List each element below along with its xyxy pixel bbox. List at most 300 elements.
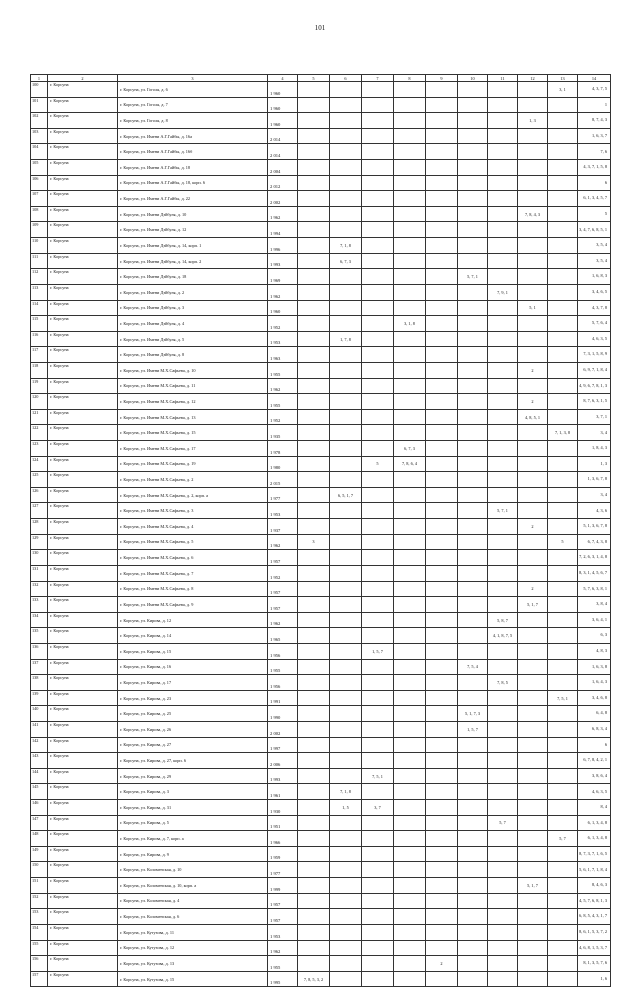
address: г. Корсуна, ул. Имени М.Х.Сафьева, д. 11 — [118, 378, 268, 394]
locality: г. Корсуна — [48, 971, 118, 987]
table-row — [31, 347, 611, 363]
cell-11 — [488, 113, 518, 129]
cell-14: 1, 6, 3, 7 — [578, 128, 611, 144]
locality: г. Корсуна — [48, 550, 118, 566]
cell-8 — [394, 909, 426, 925]
cell-10: 7, 5, 4 — [458, 659, 488, 675]
cell-6 — [330, 721, 362, 737]
cell-9 — [426, 394, 458, 410]
cell-5 — [298, 128, 330, 144]
cell-14: 6, 7, 4, 3, 8 — [578, 534, 611, 550]
cell-8 — [394, 878, 426, 894]
cell-9 — [426, 331, 458, 347]
row-number: 109 — [31, 222, 48, 238]
cell-11 — [488, 160, 518, 176]
table-row — [31, 753, 611, 769]
cell-11 — [488, 378, 518, 394]
cell-10: 1, 5, 7 — [458, 721, 488, 737]
cell-9 — [426, 519, 458, 535]
table-row — [31, 815, 611, 831]
table-row — [31, 831, 611, 847]
year-built: 1 957 — [268, 893, 298, 909]
cell-9 — [426, 456, 458, 472]
cell-14: 3, 8, 4 — [578, 597, 611, 613]
cell-13 — [548, 160, 578, 176]
row-number: 130 — [31, 550, 48, 566]
cell-7 — [362, 909, 394, 925]
address: г. Корсуна, ул. Имени Дзйбуля, д. 5 — [118, 331, 268, 347]
cell-7: 5 — [362, 456, 394, 472]
cell-5 — [298, 238, 330, 254]
locality: г. Корсуна — [48, 160, 118, 176]
cell-13 — [548, 706, 578, 722]
cell-7 — [362, 721, 394, 737]
cell-9 — [426, 706, 458, 722]
address: г. Корсуна, ул. Имени М.Х.Сафьева, д. 5 — [118, 534, 268, 550]
cell-9 — [426, 487, 458, 503]
cell-8 — [394, 628, 426, 644]
cell-8 — [394, 690, 426, 706]
cell-12 — [518, 441, 548, 457]
cell-12 — [518, 316, 548, 332]
column-header: 5 — [298, 75, 330, 82]
table-row — [31, 191, 611, 207]
cell-6 — [330, 206, 362, 222]
year-built: 1 960 — [268, 300, 298, 316]
cell-10 — [458, 82, 488, 98]
cell-8 — [394, 238, 426, 254]
cell-6 — [330, 362, 362, 378]
table-row — [31, 487, 611, 503]
cell-9 — [426, 878, 458, 894]
address: г. Корсуна, ул. Кирова, д. 25 — [118, 706, 268, 722]
cell-8 — [394, 378, 426, 394]
cell-12 — [518, 971, 548, 987]
cell-10 — [458, 378, 488, 394]
cell-8 — [394, 191, 426, 207]
year-built: 1 978 — [268, 441, 298, 457]
cell-7 — [362, 924, 394, 940]
year-built: 1 961 — [268, 784, 298, 800]
cell-6 — [330, 472, 362, 488]
cell-7 — [362, 565, 394, 581]
row-number: 119 — [31, 378, 48, 394]
cell-8 — [394, 487, 426, 503]
cell-7 — [362, 238, 394, 254]
cell-9 — [426, 893, 458, 909]
locality: г. Корсуна — [48, 316, 118, 332]
address: г. Корсуна, ул. Кутузова, д. 12 — [118, 940, 268, 956]
cell-14: 1, 6, 8, 3 — [578, 269, 611, 285]
cell-6 — [330, 316, 362, 332]
cell-6 — [330, 628, 362, 644]
cell-14: 4, 9, 6, 7, 8, 1, 3 — [578, 378, 611, 394]
cell-6: 1, 7, 8 — [330, 331, 362, 347]
cell-7 — [362, 487, 394, 503]
cell-7 — [362, 175, 394, 191]
cell-8 — [394, 815, 426, 831]
cell-11 — [488, 128, 518, 144]
year-built: 1 977 — [268, 862, 298, 878]
table-row — [31, 550, 611, 566]
cell-13 — [548, 753, 578, 769]
cell-5 — [298, 519, 330, 535]
year-built: 1 956 — [268, 675, 298, 691]
address: г. Корсуна, ул. Имени М.Х.Сафьева, д. 3 — [118, 503, 268, 519]
year-built: 1 955 — [268, 659, 298, 675]
address: г. Корсуна, ул. Имени М.Х.Сафьева, д. 19 — [118, 456, 268, 472]
cell-9 — [426, 612, 458, 628]
cell-9 — [426, 659, 458, 675]
cell-6: 7, 1, 8 — [330, 238, 362, 254]
cell-11 — [488, 737, 518, 753]
cell-13 — [548, 269, 578, 285]
row-number: 144 — [31, 768, 48, 784]
cell-12: 2 — [518, 519, 548, 535]
cell-12 — [518, 737, 548, 753]
year-built: 1 960 — [268, 97, 298, 113]
year-built: 1 955 — [268, 362, 298, 378]
column-header: 2 — [48, 75, 118, 82]
cell-7 — [362, 425, 394, 441]
cell-5 — [298, 659, 330, 675]
locality: г. Корсуна — [48, 690, 118, 706]
table-row — [31, 362, 611, 378]
cell-10 — [458, 472, 488, 488]
table-row — [31, 800, 611, 816]
cell-5 — [298, 940, 330, 956]
address: г. Корсуна, ул. Имени М.Х.Сафьева, д. 8 — [118, 581, 268, 597]
cell-10 — [458, 675, 488, 691]
cell-14: 4, 6, 8, 1, 5, 3, 7 — [578, 940, 611, 956]
cell-5 — [298, 394, 330, 410]
cell-8 — [394, 831, 426, 847]
cell-8 — [394, 331, 426, 347]
cell-9 — [426, 472, 458, 488]
row-number: 113 — [31, 284, 48, 300]
cell-6 — [330, 128, 362, 144]
row-number: 114 — [31, 300, 48, 316]
cell-13 — [548, 409, 578, 425]
cell-5 — [298, 284, 330, 300]
cell-9 — [426, 628, 458, 644]
address: г. Корсуна, ул. Имени А.Г.Гайбы, д. 22 — [118, 191, 268, 207]
cell-9 — [426, 784, 458, 800]
locality: г. Корсуна — [48, 472, 118, 488]
cell-10 — [458, 893, 488, 909]
cell-11 — [488, 940, 518, 956]
address: г. Корсуна, ул. Кирова, д. 3 — [118, 784, 268, 800]
cell-7 — [362, 378, 394, 394]
table-row — [31, 690, 611, 706]
cell-6 — [330, 909, 362, 925]
table-row — [31, 643, 611, 659]
cell-14: 8, 4 — [578, 800, 611, 816]
cell-7 — [362, 503, 394, 519]
cell-12 — [518, 175, 548, 191]
cell-12 — [518, 456, 548, 472]
cell-13 — [548, 378, 578, 394]
cell-11 — [488, 300, 518, 316]
cell-13 — [548, 846, 578, 862]
cell-8 — [394, 175, 426, 191]
housing-table — [30, 74, 611, 987]
year-built: 1 962 — [268, 940, 298, 956]
cell-11 — [488, 425, 518, 441]
cell-11 — [488, 144, 518, 160]
cell-8 — [394, 597, 426, 613]
row-number: 124 — [31, 456, 48, 472]
cell-8 — [394, 737, 426, 753]
cell-6 — [330, 831, 362, 847]
column-header: 12 — [518, 75, 548, 82]
address: г. Корсуна, ул. Кирова, д. 12 — [118, 612, 268, 628]
cell-7 — [362, 893, 394, 909]
cell-13 — [548, 878, 578, 894]
cell-6 — [330, 659, 362, 675]
cell-11 — [488, 534, 518, 550]
cell-13 — [548, 331, 578, 347]
cell-5 — [298, 331, 330, 347]
cell-14: 5, 1, 3, 6, 7, 8 — [578, 519, 611, 535]
cell-12 — [518, 643, 548, 659]
locality: г. Корсуна — [48, 628, 118, 644]
cell-11 — [488, 175, 518, 191]
year-built: 1 963 — [268, 347, 298, 363]
column-header: 9 — [426, 75, 458, 82]
locality: г. Корсуна — [48, 659, 118, 675]
cell-13: 7, 5, 1 — [548, 690, 578, 706]
cell-9 — [426, 441, 458, 457]
cell-5 — [298, 909, 330, 925]
row-number: 152 — [31, 893, 48, 909]
year-built: 1 993 — [268, 253, 298, 269]
cell-5 — [298, 643, 330, 659]
row-number: 104 — [31, 144, 48, 160]
cell-10 — [458, 441, 488, 457]
cell-10 — [458, 113, 488, 129]
cell-7 — [362, 394, 394, 410]
address: г. Корсуна, ул. Имени Дзйбуля, д. 3 — [118, 300, 268, 316]
locality: г. Корсуна — [48, 643, 118, 659]
cell-8: 7, 8, 6, 4 — [394, 456, 426, 472]
cell-11 — [488, 768, 518, 784]
cell-10 — [458, 643, 488, 659]
cell-11 — [488, 97, 518, 113]
cell-12 — [518, 831, 548, 847]
cell-11: 5, 7 — [488, 815, 518, 831]
cell-9 — [426, 316, 458, 332]
cell-5 — [298, 113, 330, 129]
year-built: 1 962 — [268, 206, 298, 222]
cell-9 — [426, 425, 458, 441]
cell-11 — [488, 831, 518, 847]
cell-6 — [330, 597, 362, 613]
address: г. Корсуна, ул. Кирова, д. 7, корп. а — [118, 831, 268, 847]
table-row — [31, 737, 611, 753]
cell-12: 2 — [518, 581, 548, 597]
cell-8 — [394, 503, 426, 519]
cell-13 — [548, 113, 578, 129]
cell-11 — [488, 519, 518, 535]
cell-8 — [394, 425, 426, 441]
address: г. Корсуна, ул. Имени А.Г.Гайбы, д. 16а — [118, 128, 268, 144]
cell-13 — [548, 128, 578, 144]
cell-8 — [394, 253, 426, 269]
cell-11 — [488, 487, 518, 503]
column-header: 11 — [488, 75, 518, 82]
address: г. Корсуна, ул. Кирова, д. 31 — [118, 800, 268, 816]
row-number: 111 — [31, 253, 48, 269]
page-number: 101 — [314, 24, 326, 32]
cell-9 — [426, 160, 458, 176]
cell-10 — [458, 160, 488, 176]
cell-5 — [298, 175, 330, 191]
cell-5: 7, 8, 5, 3, 2 — [298, 971, 330, 987]
cell-12 — [518, 347, 548, 363]
cell-14: 5, 7, 6, 3, 8, 1 — [578, 581, 611, 597]
cell-9 — [426, 831, 458, 847]
year-built: 1 993 — [268, 768, 298, 784]
cell-5 — [298, 97, 330, 113]
cell-14: 5 — [578, 206, 611, 222]
cell-10 — [458, 347, 488, 363]
cell-8 — [394, 222, 426, 238]
locality: г. Корсуна — [48, 768, 118, 784]
cell-5 — [298, 768, 330, 784]
cell-5 — [298, 956, 330, 972]
locality: г. Корсуна — [48, 97, 118, 113]
table-row — [31, 784, 611, 800]
locality: г. Корсуна — [48, 175, 118, 191]
cell-7 — [362, 659, 394, 675]
cell-7 — [362, 206, 394, 222]
row-number: 138 — [31, 675, 48, 691]
cell-7: 1, 5, 7 — [362, 643, 394, 659]
cell-14: 3, 7, 1 — [578, 409, 611, 425]
cell-12: 7, 8, 4, 3 — [518, 206, 548, 222]
cell-13 — [548, 253, 578, 269]
locality: г. Корсуна — [48, 487, 118, 503]
table-row — [31, 82, 611, 98]
table-row — [31, 160, 611, 176]
table-row — [31, 253, 611, 269]
year-built: 1 956 — [268, 643, 298, 659]
cell-11 — [488, 909, 518, 925]
cell-14: 4, 3, 7, 1, 5, 8 — [578, 160, 611, 176]
cell-7 — [362, 878, 394, 894]
cell-14: 6, 4, 8 — [578, 706, 611, 722]
cell-5 — [298, 472, 330, 488]
table-row — [31, 269, 611, 285]
cell-13 — [548, 394, 578, 410]
cell-8 — [394, 160, 426, 176]
locality: г. Корсуна — [48, 222, 118, 238]
cell-12 — [518, 815, 548, 831]
cell-14: 1, 6 — [578, 971, 611, 987]
cell-10 — [458, 331, 488, 347]
cell-12 — [518, 222, 548, 238]
row-number: 128 — [31, 519, 48, 535]
column-header: 10 — [458, 75, 488, 82]
cell-6 — [330, 706, 362, 722]
address: г. Корсуна, ул. Имени М.Х.Сафьева, д. 2 — [118, 472, 268, 488]
address: г. Корсуна, ул. Коломенская, д. 4 — [118, 893, 268, 909]
cell-10 — [458, 550, 488, 566]
locality: г. Корсуна — [48, 269, 118, 285]
cell-10 — [458, 503, 488, 519]
cell-7 — [362, 675, 394, 691]
cell-9 — [426, 300, 458, 316]
column-header: 3 — [118, 75, 268, 82]
address: г. Корсуна, ул. Кирова, д. 27, корп. 6 — [118, 753, 268, 769]
cell-12 — [518, 628, 548, 644]
table-row — [31, 441, 611, 457]
table-row — [31, 862, 611, 878]
cell-13 — [548, 643, 578, 659]
cell-14: 8, 7, 3, 7, 1, 6, 5 — [578, 846, 611, 862]
cell-14: 3, 8, 6, 4 — [578, 768, 611, 784]
cell-13 — [548, 206, 578, 222]
cell-11 — [488, 191, 518, 207]
cell-6 — [330, 409, 362, 425]
cell-10 — [458, 612, 488, 628]
row-number: 156 — [31, 956, 48, 972]
year-built: 1 952 — [268, 409, 298, 425]
cell-5 — [298, 456, 330, 472]
cell-8 — [394, 924, 426, 940]
locality: г. Корсуна — [48, 565, 118, 581]
row-number: 102 — [31, 113, 48, 129]
cell-8 — [394, 706, 426, 722]
table-row — [31, 425, 611, 441]
cell-12 — [518, 160, 548, 176]
cell-14: 6, 1, 3, 4, 5, 7 — [578, 191, 611, 207]
cell-9 — [426, 175, 458, 191]
cell-12 — [518, 784, 548, 800]
cell-13 — [548, 815, 578, 831]
year-built: 1 977 — [268, 487, 298, 503]
locality: г. Корсуна — [48, 581, 118, 597]
cell-8 — [394, 753, 426, 769]
cell-13 — [548, 300, 578, 316]
cell-13 — [548, 456, 578, 472]
row-number: 110 — [31, 238, 48, 254]
cell-5 — [298, 737, 330, 753]
address: г. Корсуна, ул. Имени А.Г.Гайбы, д. 16б — [118, 144, 268, 160]
address: г. Корсуна, ул. Кирова, д. 15 — [118, 643, 268, 659]
cell-8 — [394, 472, 426, 488]
cell-8 — [394, 128, 426, 144]
cell-13: 3, 1 — [548, 82, 578, 98]
cell-11 — [488, 643, 518, 659]
cell-12 — [518, 378, 548, 394]
cell-14: 6, 3 — [578, 628, 611, 644]
cell-11: 7, 9, 1 — [488, 284, 518, 300]
year-built: 1 962 — [268, 378, 298, 394]
cell-7 — [362, 160, 394, 176]
locality: г. Корсуна — [48, 784, 118, 800]
table-row — [31, 534, 611, 550]
locality: г. Корсуна — [48, 347, 118, 363]
cell-5 — [298, 565, 330, 581]
cell-6 — [330, 144, 362, 160]
locality: г. Корсуна — [48, 737, 118, 753]
cell-6 — [330, 300, 362, 316]
cell-14: 3, 4 — [578, 487, 611, 503]
cell-13 — [548, 472, 578, 488]
cell-6 — [330, 82, 362, 98]
